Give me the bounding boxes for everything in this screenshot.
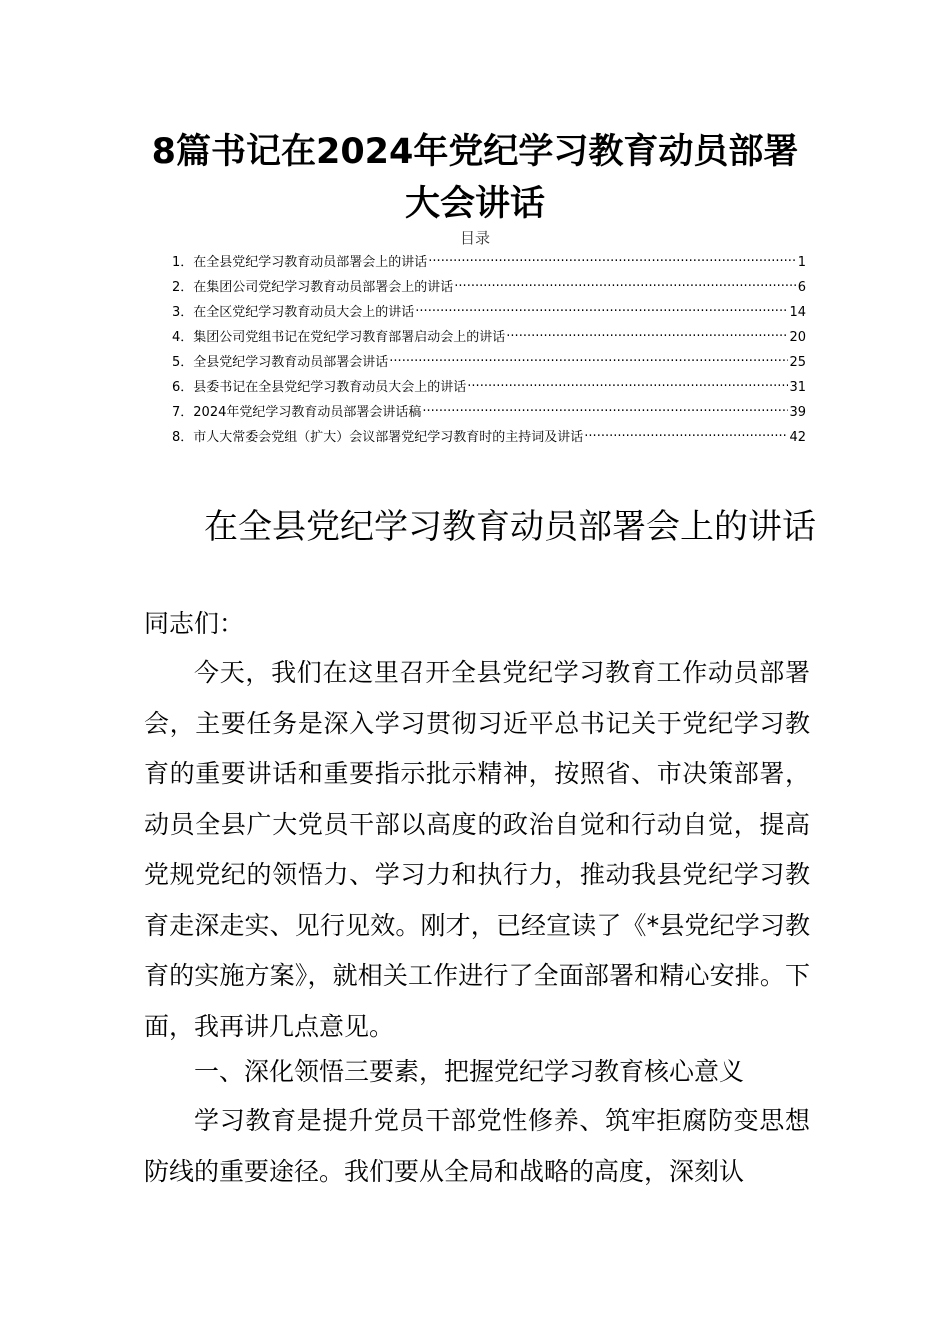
body-paragraph-1: 今天，我们在这里召开全县党纪学习教育工作动员部署会，主要任务是深入学习贯彻习近平总书记关于党纪学习教育的重要讲话和重要指示批示精神，按照省、市决策部署，动员全县广大党员干部以高度的政治自觉和行动自觉，提高党规党纪的领悟力、学习力和执行力，推动我县党纪学习教育走深走实、见行见效。刚才，已经宣读了《*县党纪学习教育的实施方案》，就相关工作进行了全面部署和精心安排。下面，我再讲几点意见。 — [144, 658, 810, 1041]
toc-entry-title: 集团公司党组书记在党纪学习教育部署启动会上的讲话 — [193, 330, 506, 345]
section-subheading-1: 一、深化领悟三要素，把握党纪学习教育核心意义 — [194, 1057, 745, 1086]
toc-entry-7[interactable] — [172, 402, 806, 427]
toc-entry-page: 14 — [789, 305, 806, 320]
toc-dot-leader — [389, 352, 788, 366]
toc-entry-title: 在集团公司党纪学习教育动员部署会上的讲话 — [193, 280, 454, 295]
toc-dot-leader — [415, 302, 788, 316]
toc-entry-title: 2024年党纪学习教育动员部署会讲话稿 — [193, 405, 422, 420]
toc-heading: 目录 — [459, 229, 490, 247]
toc-entry-page: 39 — [789, 405, 806, 420]
toc-entry-title: 全县党纪学习教育动员部署会讲话 — [193, 355, 389, 370]
body-paragraph-2: 学习教育是提升党员干部党性修养、筑牢拒腐防变思想防线的重要途径。我们要从全局和战略的高度，深刻认 — [144, 1106, 810, 1186]
toc-dot-leader — [584, 427, 788, 441]
toc-entry-1[interactable] — [172, 252, 806, 277]
toc-entry-number: 8． — [172, 430, 194, 445]
toc-entry-page: 1 — [797, 255, 806, 270]
toc-entry-page: 25 — [789, 355, 806, 370]
toc-entry-title: 在全县党纪学习教育动员部署会上的讲话 — [193, 255, 428, 270]
toc-entry-3[interactable] — [172, 302, 806, 327]
section-title: 在全县党纪学习教育动员部署会上的讲话 — [204, 507, 816, 547]
toc-dot-leader — [506, 327, 788, 341]
toc-entry-page: 20 — [789, 330, 806, 345]
toc-entry-page: 42 — [789, 430, 806, 445]
toc-entry-title: 在全区党纪学习教育动员大会上的讲话 — [193, 305, 415, 320]
toc-entry-page: 6 — [797, 280, 806, 295]
toc-entry-number: 5． — [172, 355, 194, 370]
toc-entry-4[interactable] — [172, 327, 806, 352]
toc-entry-number: 1． — [172, 255, 194, 270]
table-of-contents — [172, 252, 806, 452]
toc-dot-leader — [454, 277, 796, 291]
toc-dot-leader — [428, 252, 796, 266]
toc-entry-title: 县委书记在全县党纪学习教育动员大会上的讲话 — [193, 380, 467, 395]
toc-entry-number: 2． — [172, 280, 194, 295]
toc-entry-6[interactable] — [172, 377, 806, 402]
toc-entry-number: 4． — [172, 330, 194, 345]
toc-entry-number: 6． — [172, 380, 194, 395]
toc-dot-leader — [467, 377, 788, 391]
toc-entry-number: 3． — [172, 305, 194, 320]
toc-entry-2[interactable] — [172, 277, 806, 302]
toc-entry-5[interactable] — [172, 352, 806, 377]
toc-entry-title: 市人大常委会党组（扩大）会议部署党纪学习教育时的主持词及讲话 — [193, 430, 584, 445]
greeting: 同志们： — [144, 609, 245, 638]
toc-entry-number: 7． — [172, 405, 194, 420]
document-title: 8篇书记在2024年党纪学习教育动员部署大会讲话 — [151, 132, 799, 224]
toc-entry-8[interactable] — [172, 427, 806, 452]
toc-entry-page: 31 — [789, 380, 806, 395]
toc-dot-leader — [422, 402, 788, 416]
